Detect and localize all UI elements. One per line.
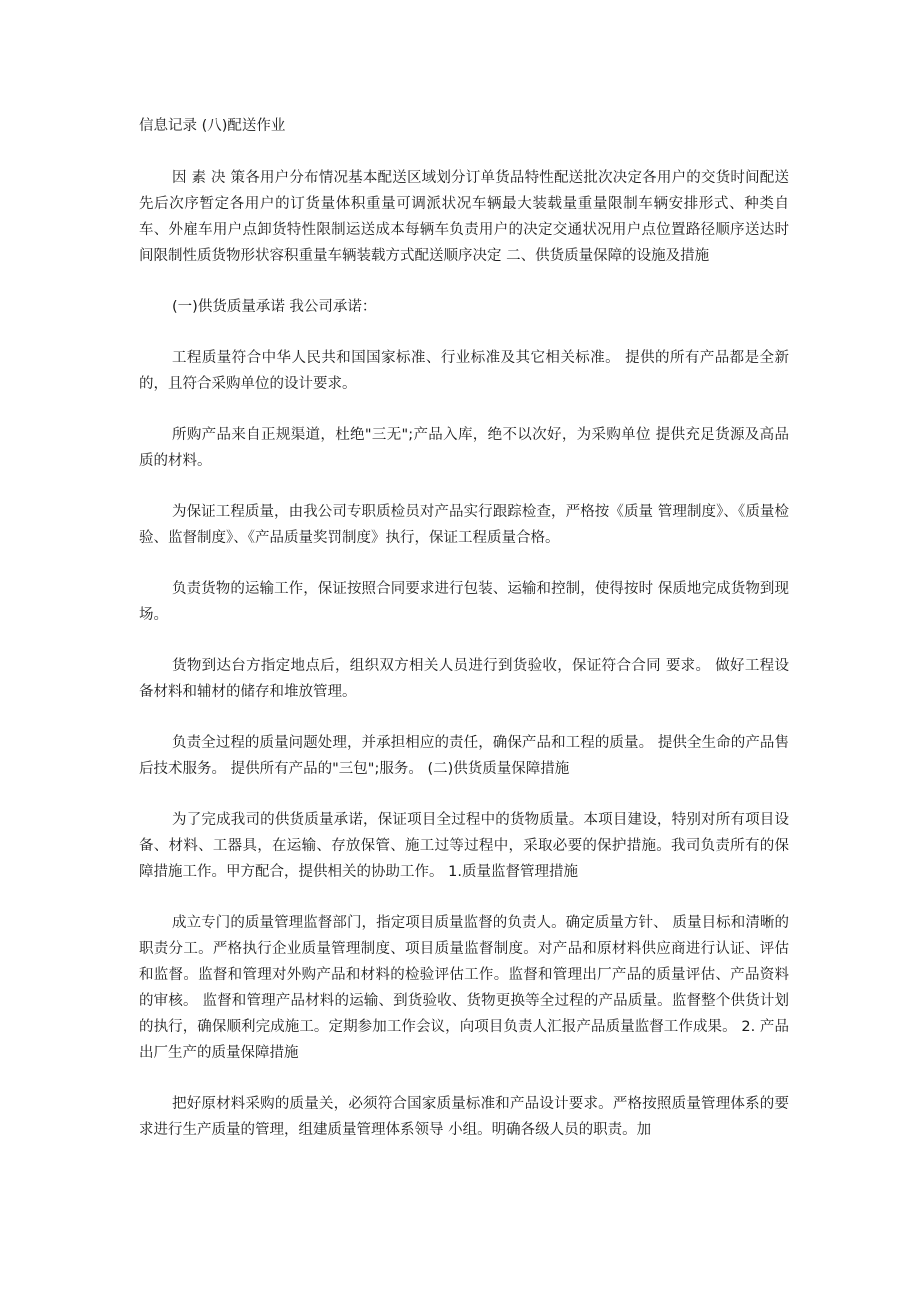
paragraph-delivery-factors: 因 素 决 策各用户分布情况基本配送区域划分订单货品特性配送批次决定各用户的交货时间配送先后次序暂定各用户的订货量体积重量可调派状况车辆最大装载量重量限制车辆安排形式、种类自车、外雇车用户点卸货特性限制运送成本每辆车负责用户的决定交通状况用户点位置路径顺序送达时间限制性质货物形状容积重量车辆装载方式配送顺序决定 二、供货质量保障的设施及措施 xyxy=(139,170,789,264)
document-body xyxy=(139,113,789,1168)
paragraph-raw-materials: 把好原材料采购的质量关，必须符合国家质量标准和产品设计要求。严格按照质量管理体系的要求进行生产质量的管理，组建质量管理体系领导 小组。明确各级人员的职责。加 xyxy=(139,1096,789,1138)
paragraph-quality-commitment-heading: (一)供货质量承诺 我公司承诺： xyxy=(172,299,377,315)
paragraph-sourcing: 所购产品来自正规渠道，杜绝"三无";产品入库，绝不以次好，为采购单位 提供充足货源及高品质的材料。 xyxy=(139,427,789,469)
paragraph-protection-measures: 为了完成我司的供货质量承诺，保证项目全过程中的货物质量。本项目建设，特别对所有项目设备、材料、工器具，在运输、存放保管、施工过等过程中，采取必要的保护措施。我司负责所有的保障措施工作。甲方配合，提供相关的协助工作。 1.质量监督管理措施 xyxy=(139,812,789,880)
paragraph-transport: 负责货物的运输工作，保证按照合同要求进行包装、运输和控制，使得按时 保质地完成货物到现场。 xyxy=(139,581,789,623)
paragraph-acceptance: 货物到达台方指定地点后，组织双方相关人员进行到货验收，保证符合合同 要求。 做好工程设备材料和辅材的储存和堆放管理。 xyxy=(139,658,789,700)
paragraph-inspection: 为保证工程质量，由我公司专职质检员对产品实行跟踪检查，严格按《质量 管理制度》、《质量检验、监督制度》、《产品质量奖罚制度》执行，保证工程质量合格。 xyxy=(139,504,789,546)
paragraph-standards: 工程质量符合中华人民共和国国家标准、行业标准及其它相关标准。 提供的所有产品都是全新的，且符合采购单位的设计要求。 xyxy=(139,350,789,392)
paragraph-after-sales: 负责全过程的质量问题处理，并承担相应的责任，确保产品和工程的质量。 提供全生命的产品售后技术服务。 提供所有产品的"三包";服务。 (二)供货质量保障措施 xyxy=(139,735,789,777)
document-title: 信息记录 (八)配送作业 xyxy=(139,118,286,134)
paragraph-supervision: 成立专门的质量管理监督部门，指定项目质量监督的负责人。确定质量方针、 质量目标和清晰的职责分工。严格执行企业质量管理制度、项目质量监督制度。对产品和原材料供应商进行认证、评估和监督。监督和管理对外购产品和材料的检验评估工作。监督和管理出厂产品的质量评估、产品资料的审核。 监督和管理产品材料的运输、到货验收、货物更换等全过程的产品质量。监督整个供货计划的执行，确保顺利完成施工。定期参加工作会议，向项目负责人汇报产品质量监督工作成果。 2. 产品出厂生产的质量保障措施 xyxy=(139,915,789,1061)
